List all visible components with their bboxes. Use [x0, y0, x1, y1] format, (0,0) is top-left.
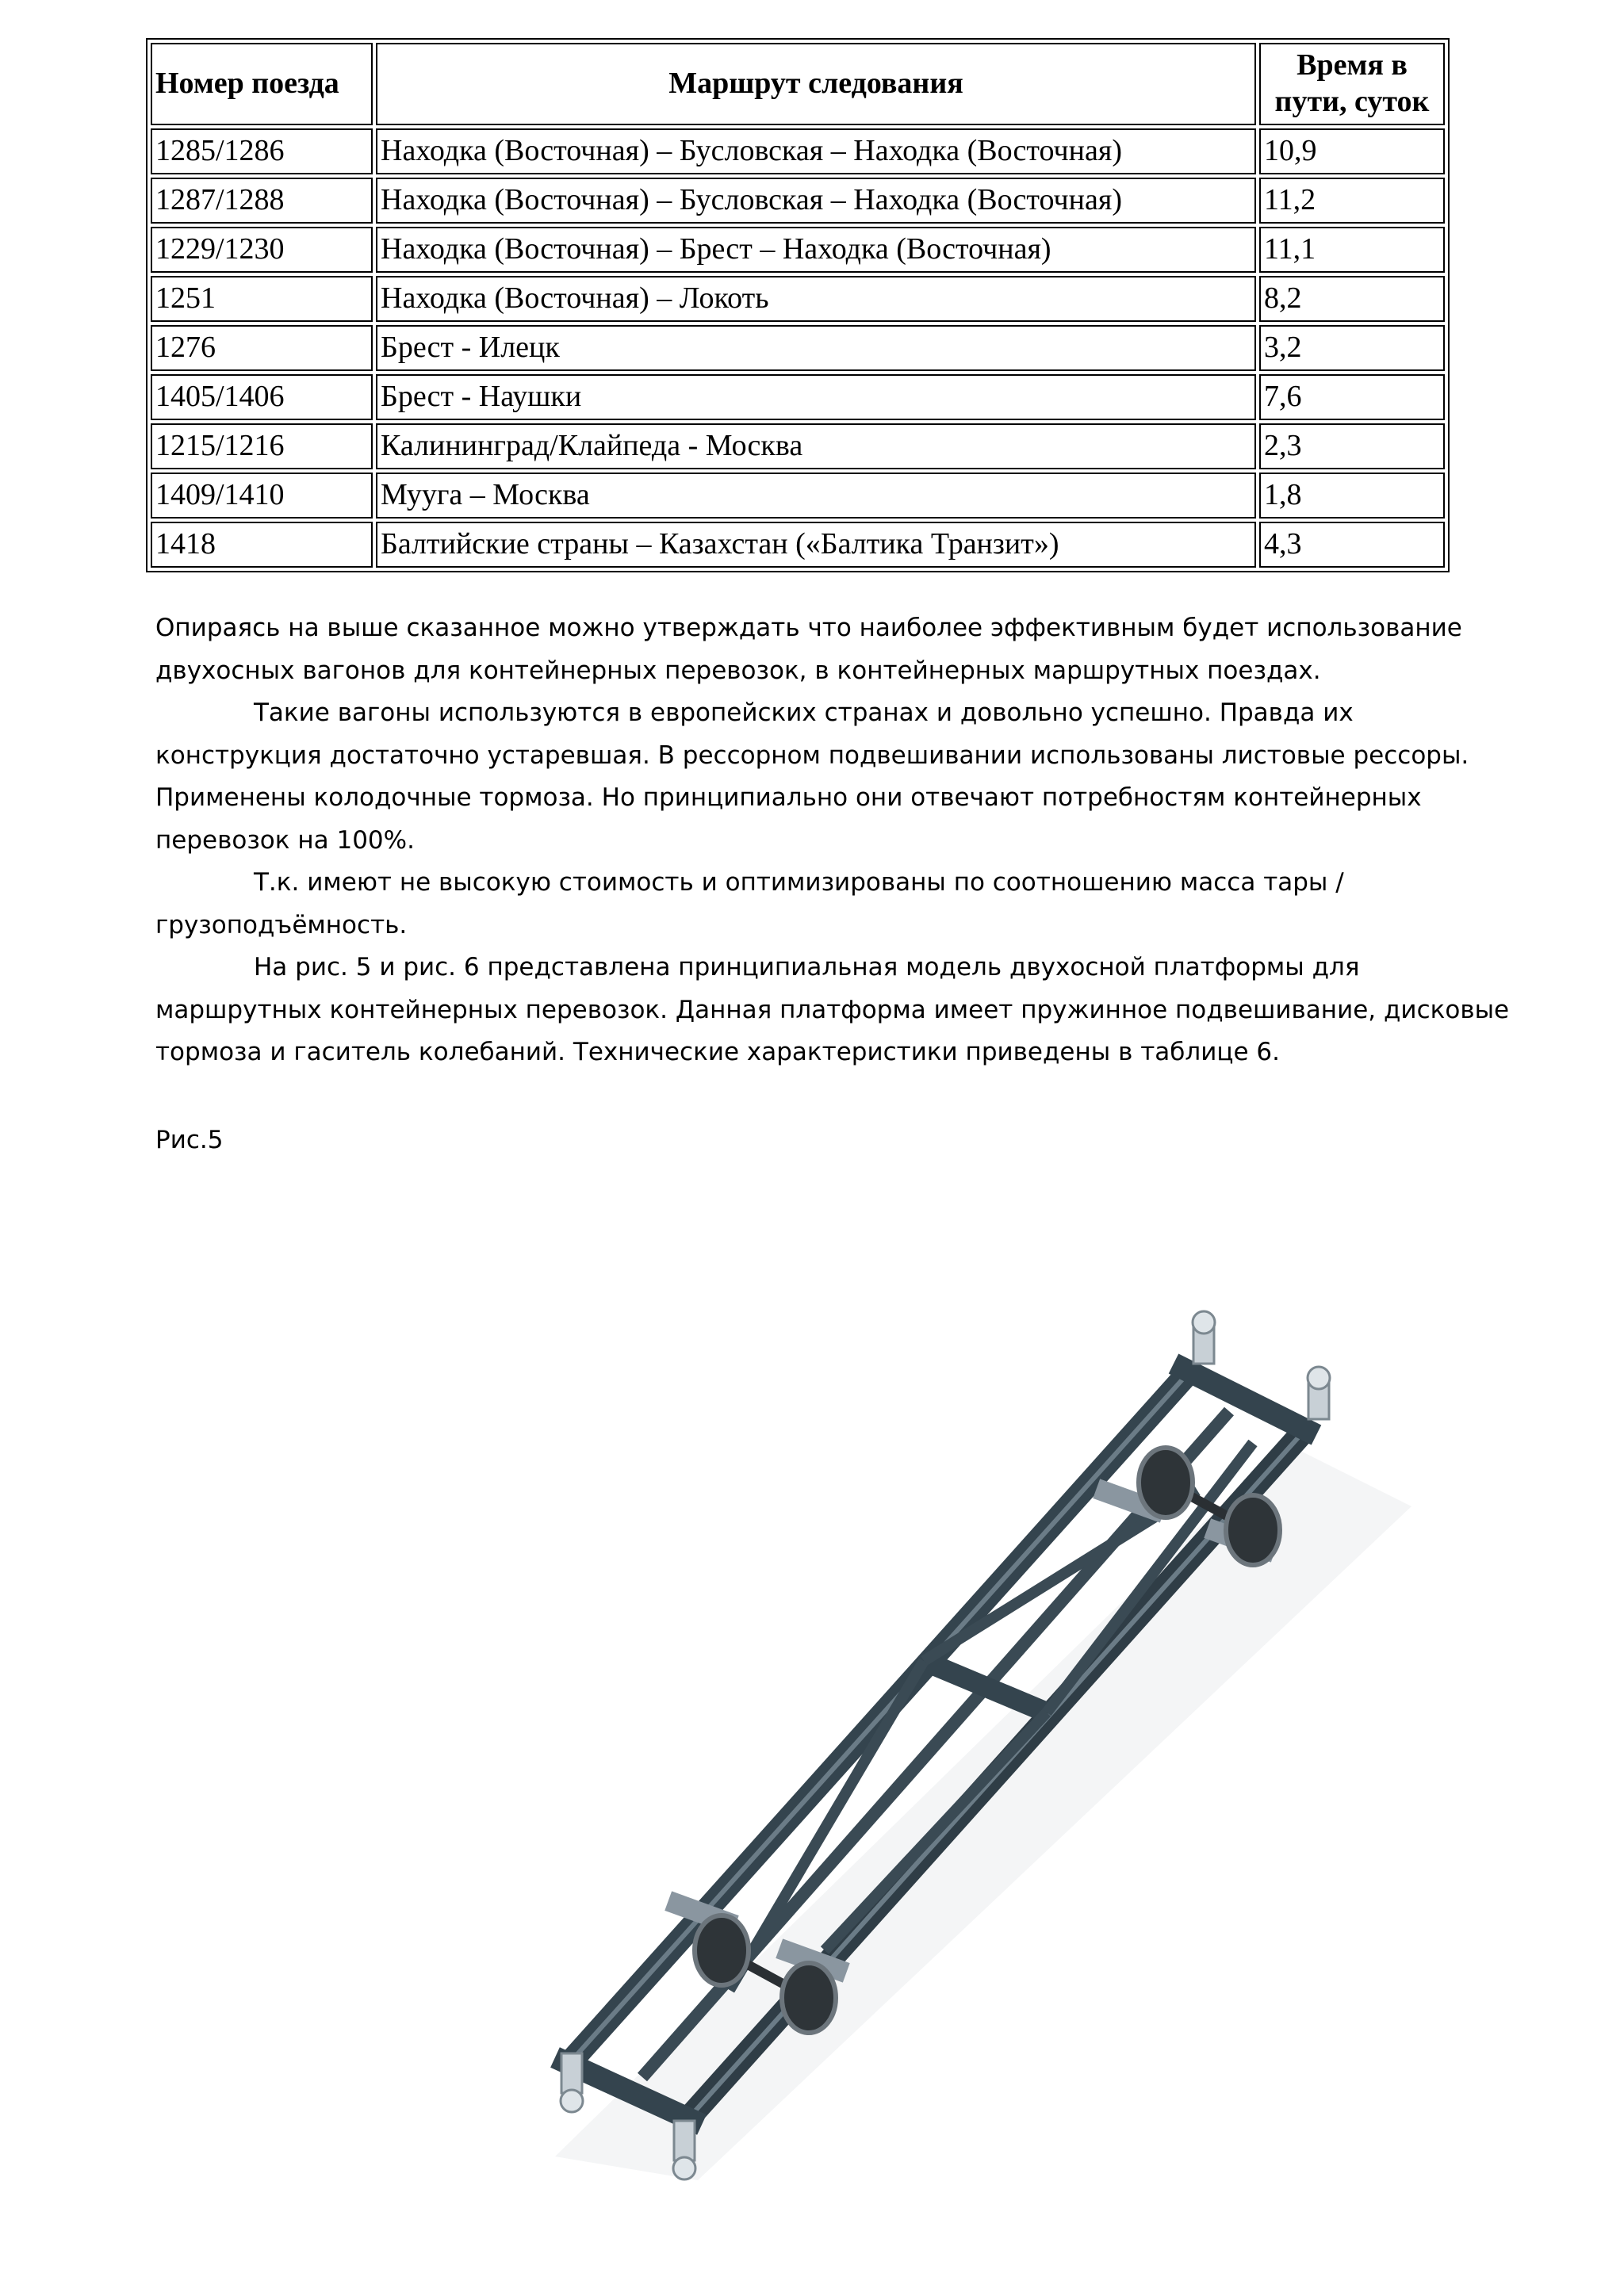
cell-route: Находка (Восточная) – Брест – Находка (Восточная) — [376, 227, 1256, 273]
cell-travel-time: 1,8 — [1259, 473, 1445, 519]
paragraph-platform-model: На рис. 5 и рис. 6 представлена принципиальная модель двухосной платформы для маршрутных контейнерных перевозок. Данная платформа имеет пружинное подвешивание, дисковые тормоза и гаситель колебаний. Технические характеристики приведены в таблице 6. — [155, 953, 1510, 1066]
header-travel-time-line1: Время в — [1297, 48, 1408, 82]
cell-train-number: 1251 — [151, 276, 373, 322]
cell-train-number: 1276 — [151, 325, 373, 371]
cell-route: Калининград/Клайпеда - Москва — [376, 423, 1256, 469]
figure-caption: Рис.5 — [155, 1126, 224, 1154]
table-row — [151, 423, 1445, 469]
cell-train-number: 1418 — [151, 522, 373, 568]
table-row — [151, 374, 1445, 420]
cell-route: Брест - Илецк — [376, 325, 1256, 371]
header-travel-time-line2: пути, суток — [1274, 85, 1430, 118]
paragraph-cost: Т.к. имеют не высокую стоимость и оптимизированы по соотношению масса тары /грузоподъёмность. — [155, 868, 1344, 939]
table-row — [151, 128, 1445, 174]
cell-train-number: 1229/1230 — [151, 227, 373, 273]
body-text — [155, 607, 1519, 1074]
cell-train-number: 1215/1216 — [151, 423, 373, 469]
table-row — [151, 276, 1445, 322]
table-header-row — [151, 43, 1445, 125]
cell-travel-time: 11,2 — [1259, 178, 1445, 224]
cell-train-number: 1287/1288 — [151, 178, 373, 224]
cell-travel-time: 8,2 — [1259, 276, 1445, 322]
table-row — [151, 178, 1445, 224]
table-row — [151, 522, 1445, 568]
cell-route: Брест - Наушки — [376, 374, 1256, 420]
table-row — [151, 227, 1445, 273]
cell-travel-time: 4,3 — [1259, 522, 1445, 568]
platform-frame-illustration — [492, 1300, 1443, 2188]
cell-train-number: 1405/1406 — [151, 374, 373, 420]
cell-travel-time: 7,6 — [1259, 374, 1445, 420]
header-train-number: Номер поезда — [151, 43, 373, 125]
cell-route: Находка (Восточная) – Локоть — [376, 276, 1256, 322]
cell-route: Находка (Восточная) – Бусловская – Находка (Восточная) — [376, 178, 1256, 224]
cell-route: Находка (Восточная) – Бусловская – Находка (Восточная) — [376, 128, 1256, 174]
cell-travel-time: 2,3 — [1259, 423, 1445, 469]
cell-travel-time: 11,1 — [1259, 227, 1445, 273]
cell-train-number: 1409/1410 — [151, 473, 373, 519]
paragraph-conclusion: Опираясь на выше сказанное можно утверждать что наиболее эффективным будет использование двухосных вагонов для контейнерных перевозок, в контейнерных маршрутных поездах. — [155, 614, 1462, 685]
header-route: Маршрут следования — [376, 43, 1256, 125]
paragraph-european-wagons: Такие вагоны используются в европейских странах и довольно успешно. Правда их конструкция достаточно устаревшая. В рессорном подвешивании использованы листовые рессоры. Применены колодочные тормоза. Но принципиально они отвечают потребностям контейнерных перевозок на 100%. — [155, 698, 1469, 855]
table-row — [151, 325, 1445, 371]
cell-travel-time: 3,2 — [1259, 325, 1445, 371]
cell-route: Балтийские страны – Казахстан («Балтика Транзит») — [376, 522, 1256, 568]
table-row — [151, 473, 1445, 519]
header-travel-time — [1259, 43, 1445, 125]
cell-route: Мууга – Москва — [376, 473, 1256, 519]
cell-travel-time: 10,9 — [1259, 128, 1445, 174]
platform-frame-drawing — [492, 1300, 1443, 2188]
routes-table — [146, 38, 1450, 572]
cell-train-number: 1285/1286 — [151, 128, 373, 174]
